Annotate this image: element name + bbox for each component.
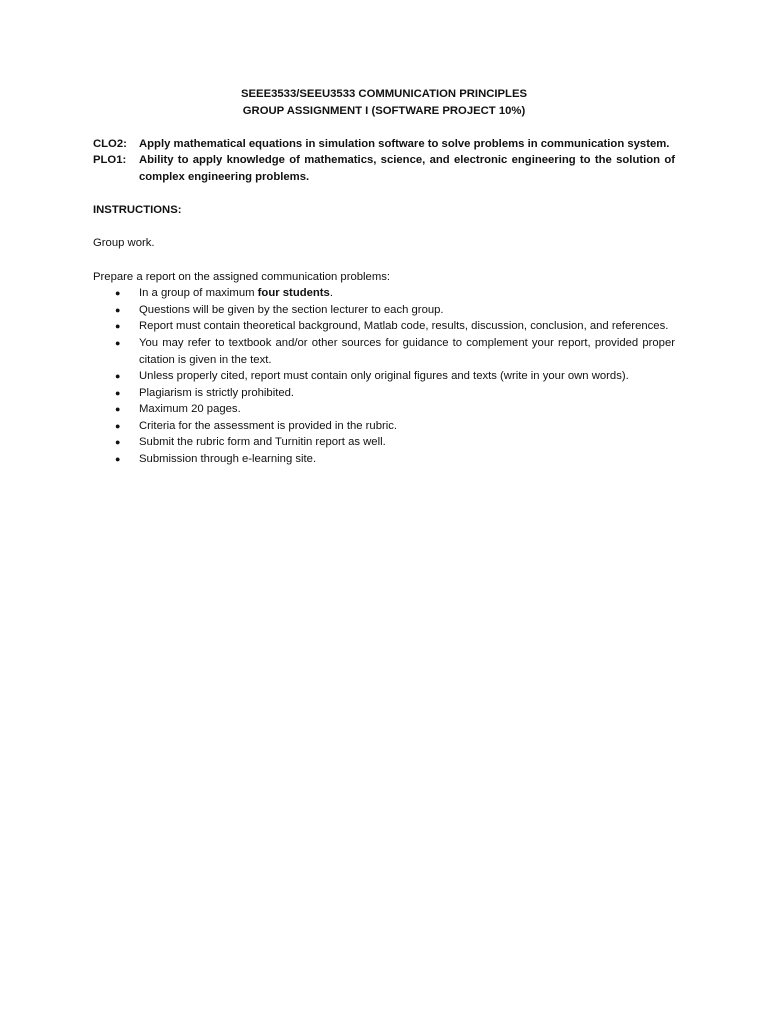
bullet-icon: ● [115,420,121,431]
list-item-text [139,285,675,302]
outcome-plo1 [93,152,675,185]
list-item [93,401,675,418]
outcome-text: Apply mathematical equations in simulation software to solve problems in communication system. [139,137,670,150]
list-item-text: Submit the rubric form and Turnitin report as well. [139,436,386,449]
outcome-code: PLO1: [93,154,127,167]
bullet-icon: ● [115,371,121,382]
list-item [93,434,675,451]
list-item-text: Plagiarism is strictly prohibited. [139,386,295,399]
bullet-icon: ● [115,454,121,465]
list-item [93,385,675,402]
list-item [93,451,675,468]
assignment-title: GROUP ASSIGNMENT I (SOFTWARE PROJECT 10%) [242,104,526,117]
spacer [93,119,675,136]
list-item-text-bold: four students [257,287,330,300]
list-item [93,335,675,368]
course-title: SEEE3533/SEEU3533 COMMUNICATION PRINCIPLES [240,88,528,100]
list-item-text: Report must contain theoretical background, Matlab code, results, discussion, conclusion, and references. [139,320,669,333]
list-item-text-post: . [329,287,333,300]
outcome-code: CLO2: [93,137,127,150]
outcome-text: Ability to apply knowledge of mathematics, science, and electronic engineering to the solution of complex engineering problems. [139,154,675,183]
bullet-icon: ● [115,437,121,448]
list-item-text: Criteria for the assessment is provided in the rubric. [139,419,398,432]
instructions-list [93,285,675,468]
list-item [93,285,675,302]
instructions-intro: Prepare a report on the assigned communication problems: [93,270,391,283]
list-item-text: Unless properly cited, report must contain only original figures and texts (write in your own words). [139,370,629,383]
list-item-text: Maximum 20 pages. [139,403,241,416]
list-item-text: Questions will be given by the section lecturer to each group. [139,303,444,316]
bullet-icon: ● [115,304,121,315]
spacer [93,186,675,203]
group-work-text: Group work. [93,237,155,250]
bullet-icon: ● [115,337,121,348]
bullet-icon: ● [115,387,121,398]
list-item [93,368,675,385]
list-item [93,418,675,435]
list-item-text-pre: In a group of maximum [139,287,258,300]
bullet-icon: ● [115,288,121,299]
list-item-text: Submission through e-learning site. [139,453,317,466]
list-item [93,318,675,335]
instructions-heading: INSTRUCTIONS: [93,204,182,217]
list-item [93,302,675,319]
list-item-text: You may refer to textbook and/or other sources for guidance to complement your report, provided proper citation is given in the text. [139,336,675,366]
outcome-clo2 [93,136,675,153]
document-content [93,86,675,468]
spacer [93,219,675,236]
bullet-icon: ● [115,404,121,415]
bullet-icon: ● [115,321,121,332]
spacer [93,252,675,269]
